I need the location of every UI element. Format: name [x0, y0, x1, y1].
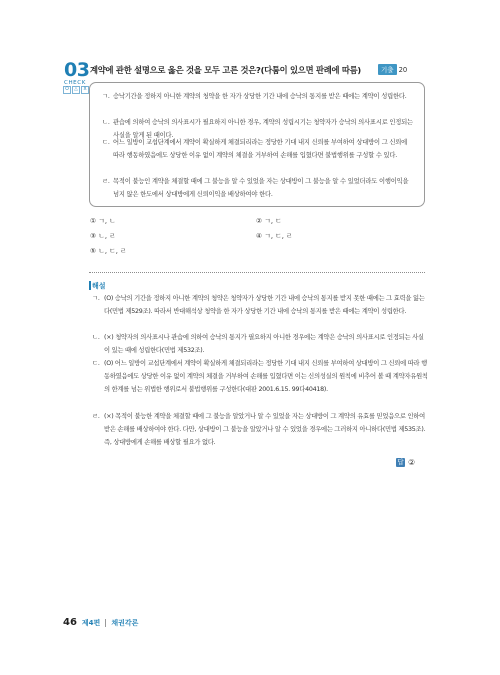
option-text: ㄴ, ㄷ, ㄹ [98, 247, 127, 255]
explanation-text: (×) 청약자의 의사표시나 관습에 의하여 승낙의 통지가 필요하지 아니한 경우에는 계약은 승낙의 의사표시로 인정되는 사실이 있는 때에 성립한다(민법 제532조). [104, 334, 424, 354]
explanation-text: (O) 승낙의 기간을 정하지 아니한 계약의 청약은 청약자가 상당한 기간 내에 승낙의 통지를 받지 못한 때에는 그 효력을 잃는다(민법 제529조). 따라서 반대해석상 청약을 한 자가 상당한 기간 내에 승낙의 통지를 받은 때에는 계약이 성립한다. [104, 295, 425, 315]
explanation-item [92, 358, 428, 396]
explanation-item [92, 411, 428, 449]
statement-item [102, 176, 414, 201]
option-2[interactable] [256, 215, 282, 225]
page-footer [63, 617, 138, 628]
statement-marker: ㄴ. [102, 119, 110, 126]
statement-text: 관습에 의하여 승낙의 의사표시가 필요하지 아니한 경우, 계약의 성립시기는 청약자가 승낙의 의사표시로 인정되는 사실을 알게 된 때이다. [113, 119, 413, 139]
explanation-marker: ㄷ. [92, 360, 100, 367]
explanation-text: (×) 목적이 불능한 계약을 체결할 때에 그 불능을 알았거나 알 수 있었을 자는 상대방이 그 계약의 유효를 믿었음으로 인하여 받은 손해를 배상하여야 한다. 다만, 상대방이 그 불능을 알았거나 알 수 있었을 경우에는 그러하지 아니하다(민법 제535조). 즉, 상대방에게 손해를 배상할 필요가 없다. [104, 413, 426, 446]
statement-marker: ㄷ. [102, 139, 110, 146]
section-divider [89, 272, 425, 273]
answer-icon: 답 [397, 458, 404, 466]
explanation-text: (O) 어느 일방이 교섭단계에서 계약이 확실하게 체결되리라는 정당한 기대 내지 신뢰를 부여하여 상대방이 그 신뢰에 따라 행동하였음에도 상당한 이유 없이 계약의 체결을 거부하여 손해를 입혔다면 이는 신의성실의 원칙에 비추어 볼 때 계약자유원칙의 한계를 넘는 위법한 행위로서 불법행위를 구성한다(대판 2001.6.15. 99다40418). [104, 360, 428, 393]
option-1[interactable] [90, 215, 116, 225]
option-text: ㄱ, ㄴ [98, 217, 116, 225]
check-label: CHECK [64, 80, 86, 86]
option-3[interactable] [90, 230, 116, 240]
final-answer-value: ② [408, 458, 416, 467]
answer-label-bar [89, 281, 91, 290]
badge-label: 기출 [378, 64, 397, 75]
statement-marker: ㄹ. [102, 178, 110, 185]
option-marker: ② [256, 217, 263, 225]
option-text: ㄱ, ㄷ, ㄹ [264, 232, 293, 240]
explanation-marker: ㄹ. [92, 413, 100, 420]
page-number: 46 [63, 617, 77, 628]
final-answer [396, 458, 415, 467]
part-label: 제4편 [81, 618, 101, 627]
check-boxes [63, 86, 89, 94]
explanation-item [92, 293, 428, 319]
option-text: ㄴ, ㄹ [98, 232, 116, 240]
option-5[interactable] [90, 245, 127, 255]
statement-item [102, 91, 414, 104]
check-box-x[interactable]: X [81, 86, 89, 94]
statement-text: 목적이 불능인 계약을 체결할 때에 그 불능을 알 수 있었을 자는 상대방이 그 불능을 알 수 있었더라도 이행이익을 넘지 않은 한도에서 상대방에게 신뢰이익을 배상하여야 한다. [113, 178, 409, 198]
answer-label: 해설 [92, 282, 106, 290]
check-box-o[interactable]: O [63, 86, 71, 94]
exam-badge [378, 64, 407, 75]
explanation-item [92, 332, 428, 358]
check-box-triangle[interactable]: △ [72, 86, 80, 94]
statement-item [102, 137, 414, 162]
option-marker: ① [90, 217, 97, 225]
statement-marker: ㄱ. [102, 93, 110, 100]
statements-box [89, 82, 425, 207]
statement-text: 어느 일방이 교섭단계에서 계약이 확실하게 체결되리라는 정당한 기대 내지 신뢰를 부여하여 상대방이 그 신뢰에 따라 행동하였음에도 상당한 이유 없이 계약의 체결을 거부하여 손해를 입혔다면 불법행위를 구성할 수 있다. [113, 139, 408, 159]
chapter-label: 채권각론 [111, 618, 139, 627]
option-marker: ④ [256, 232, 263, 240]
option-text: ㄱ, ㄷ [264, 217, 282, 225]
footer-separator [105, 619, 106, 627]
option-marker: ③ [90, 232, 97, 240]
option-4[interactable] [256, 230, 293, 240]
statement-text: 승낙기간을 정하지 아니한 계약의 청약을 한 자가 상당한 기간 내에 승낙의 통지를 받은 때에는 계약이 성립한다. [113, 93, 407, 100]
explanation-marker: ㄱ. [92, 295, 100, 302]
explanation-marker: ㄴ. [92, 334, 100, 341]
option-marker: ⑤ [90, 247, 97, 255]
badge-number: 20 [398, 65, 408, 74]
question-number: 03 [64, 59, 90, 81]
question-title: 계약에 관한 설명으로 옳은 것을 모두 고른 것은?(다툼이 있으면 판례에 따름) [90, 65, 361, 75]
